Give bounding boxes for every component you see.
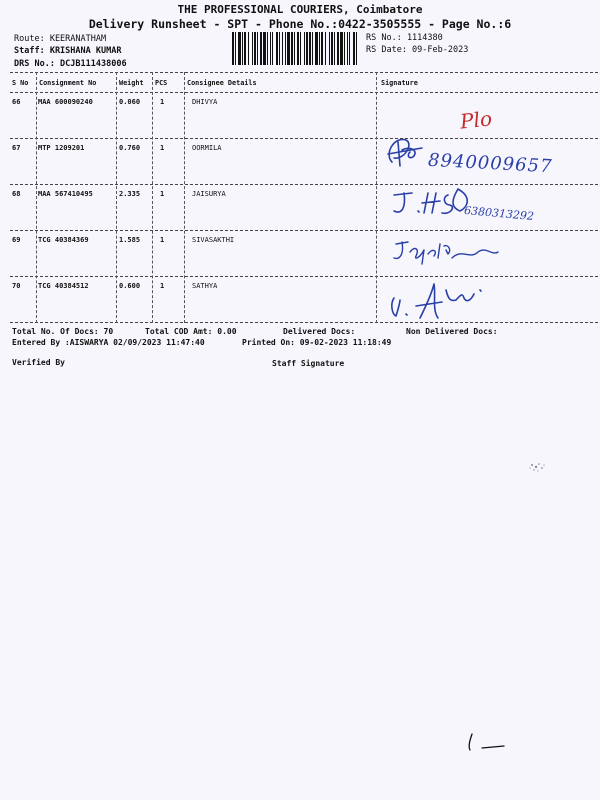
verified-by: Verified By [12, 358, 65, 367]
row-weight: 1.585 [119, 236, 141, 244]
delivered-docs: Delivered Docs: [283, 327, 356, 336]
rs-number: RS No.: 1114380 [366, 33, 443, 43]
route-label: Route: KEERANATHAM [14, 34, 107, 44]
col-header-pcs: PCS [155, 79, 168, 87]
row-pcs: 1 [160, 144, 165, 152]
total-cod: Total COD Amt: 0.00 [145, 327, 237, 336]
barcode [232, 32, 357, 65]
column-divider [376, 72, 377, 323]
column-divider [36, 72, 37, 323]
drs-number: DRS No.: DCJB111438006 [14, 59, 127, 69]
row-consignment: TCG 40384512 [38, 282, 89, 290]
row-consignee: SIVASAKTHI [192, 236, 235, 244]
row-sno: 68 [12, 190, 21, 198]
runsheet-subtitle: Delivery Runsheet - SPT - Phone No.:0422-3505555 - Page No.:6 [88, 17, 512, 31]
row-weight: 0.600 [119, 282, 141, 290]
row-consignee: SATHYA [192, 282, 218, 290]
row-sno: 70 [12, 282, 21, 290]
col-header-sno: S No [12, 79, 29, 87]
signature-row-69 [392, 236, 502, 270]
row-sno: 67 [12, 144, 21, 152]
handwritten-note: Plo [458, 106, 494, 134]
table-top-rule [10, 72, 600, 73]
company-title: THE PROFESSIONAL COURIERS, Coimbatore [177, 3, 423, 16]
non-delivered-docs: Non Delivered Docs: [406, 327, 498, 336]
column-divider [152, 72, 153, 323]
staff-signature-label: Staff Signature [272, 359, 345, 368]
staff-label: Staff: KRISHANA KUMAR [14, 46, 122, 56]
row-consignment: MAA 600090240 [38, 98, 93, 106]
row-weight: 0.060 [119, 98, 141, 106]
row-consignee: JAISURYA [192, 190, 226, 198]
row-weight: 0.760 [119, 144, 141, 152]
column-divider [184, 72, 185, 323]
row-divider [10, 276, 600, 277]
row-consignment: MTP 1209201 [38, 144, 85, 152]
col-header-signature: Signature [381, 79, 418, 87]
handwritten-phone: 6380313292 [463, 203, 535, 224]
row-sno: 69 [12, 236, 21, 244]
column-divider [116, 72, 117, 323]
row-sno: 66 [12, 98, 21, 106]
total-docs: Total No. Of Docs: 70 [12, 327, 114, 336]
row-consignee: DHIVYA [192, 98, 218, 106]
entered-by: Entered By :AISWARYA 02/09/2023 11:47:40 [12, 338, 205, 347]
row-pcs: 1 [160, 282, 165, 290]
row-consignment: TCG 40384369 [38, 236, 89, 244]
col-header-consignee: Consignee Details [187, 79, 257, 87]
col-header-weight: Weight [119, 79, 144, 87]
handwritten-phone: 8940009657 [427, 149, 553, 178]
table-header-rule [10, 92, 600, 93]
row-weight: 2.335 [119, 190, 141, 198]
row-pcs: 1 [160, 190, 165, 198]
row-pcs: 1 [160, 236, 165, 244]
table-bottom-rule [10, 322, 600, 323]
signature-row-70 [386, 280, 496, 324]
pen-mark [464, 730, 510, 756]
printed-on: Printed On: 09-02-2023 11:18:49 [242, 338, 392, 347]
scan-speckle [520, 455, 554, 479]
rs-date: RS Date: 09-Feb-2023 [366, 45, 469, 55]
row-consignment: MAA 567410495 [38, 190, 93, 198]
col-header-consignment: Consignment No [39, 79, 97, 87]
row-pcs: 1 [160, 98, 165, 106]
row-consignee: OORMILA [192, 144, 222, 152]
